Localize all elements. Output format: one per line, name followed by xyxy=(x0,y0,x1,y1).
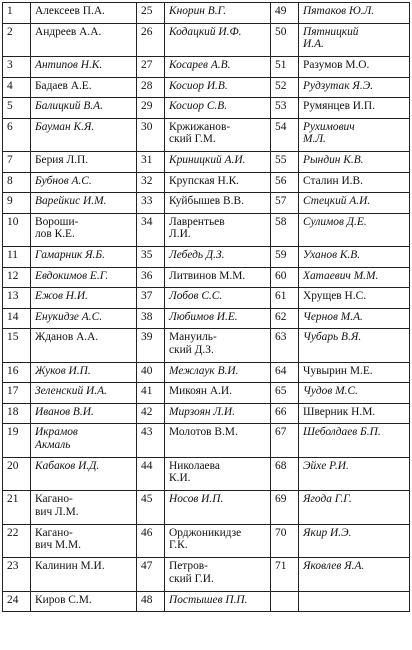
table-row xyxy=(3,288,410,309)
entry-name: Чудов М.С. xyxy=(299,383,410,404)
entry-name: Ягода Г.Г. xyxy=(299,491,410,525)
entry-name: Кагано- вич Л.М. xyxy=(31,491,137,525)
entry-number: 45 xyxy=(137,491,165,525)
entry-name: Кабаков И.Д. xyxy=(31,457,137,491)
entry-name: Чубарь В.Я. xyxy=(299,329,410,363)
entry-number: 14 xyxy=(3,308,31,329)
entry-number: 41 xyxy=(137,383,165,404)
entry-number: 39 xyxy=(137,329,165,363)
table-row xyxy=(3,247,410,268)
table-row xyxy=(3,558,410,592)
table-row xyxy=(3,329,410,363)
table-row xyxy=(3,172,410,193)
entry-name: Молотов В.М. xyxy=(165,424,271,458)
entry-number: 57 xyxy=(271,193,299,214)
entry-name: Криницкий А.И. xyxy=(165,152,271,173)
entry-name: Киров С.М. xyxy=(31,591,137,612)
entry-name: Евдокимов Е.Г. xyxy=(31,267,137,288)
entry-number: 19 xyxy=(3,424,31,458)
entry-number: 9 xyxy=(3,193,31,214)
entry-name: Бауман К.Я. xyxy=(31,118,137,152)
table-row xyxy=(3,57,410,78)
entry-number: 25 xyxy=(137,3,165,24)
entry-name: Зеленский И.А. xyxy=(31,383,137,404)
entry-number: 67 xyxy=(271,424,299,458)
table-row xyxy=(3,457,410,491)
entry-name: Лаврентьев Л.И. xyxy=(165,213,271,247)
table-row xyxy=(3,23,410,57)
entry-name: Уханов К.В. xyxy=(299,247,410,268)
entry-name: Носов И.П. xyxy=(165,491,271,525)
entry-name: Ежов Н.И. xyxy=(31,288,137,309)
entry-name: Яковлев Я.А. xyxy=(299,558,410,592)
table-row xyxy=(3,267,410,288)
entry-name: Антипов Н.К. xyxy=(31,57,137,78)
entry-name: Куйбышев В.В. xyxy=(165,193,271,214)
entry-number: 12 xyxy=(3,267,31,288)
entry-name: Разумов М.О. xyxy=(299,57,410,78)
entry-number: 70 xyxy=(271,524,299,558)
table-row xyxy=(3,118,410,152)
entry-name: Стецкий А.И. xyxy=(299,193,410,214)
table-row xyxy=(3,152,410,173)
entry-number: 59 xyxy=(271,247,299,268)
entry-number: 7 xyxy=(3,152,31,173)
entry-number: 15 xyxy=(3,329,31,363)
entry-number: 32 xyxy=(137,172,165,193)
table-row xyxy=(3,491,410,525)
entry-number: 61 xyxy=(271,288,299,309)
entry-number: 44 xyxy=(137,457,165,491)
entry-number: 23 xyxy=(3,558,31,592)
entry-number: 71 xyxy=(271,558,299,592)
entry-name: Андреев А.А. xyxy=(31,23,137,57)
table-row xyxy=(3,524,410,558)
entry-number: 20 xyxy=(3,457,31,491)
entry-number: 48 xyxy=(137,591,165,612)
table-row xyxy=(3,383,410,404)
entry-number: 68 xyxy=(271,457,299,491)
entry-name: Эйхе Р.И. xyxy=(299,457,410,491)
entry-name: Якир И.Э. xyxy=(299,524,410,558)
entry-number: 5 xyxy=(3,98,31,119)
entry-number: 43 xyxy=(137,424,165,458)
entry-number: 34 xyxy=(137,213,165,247)
entry-name: Сталин И.В. xyxy=(299,172,410,193)
entry-name: Кодацкий И.Ф. xyxy=(165,23,271,57)
members-table xyxy=(2,2,410,612)
entry-number: 28 xyxy=(137,77,165,98)
entry-name: Косиор С.В. xyxy=(165,98,271,119)
table-row xyxy=(3,403,410,424)
entry-name: Варейкис И.М. xyxy=(31,193,137,214)
entry-number: 50 xyxy=(271,23,299,57)
entry-name: Микоян А.И. xyxy=(165,383,271,404)
entry-number: 46 xyxy=(137,524,165,558)
entry-name: Рындин К.В. xyxy=(299,152,410,173)
entry-name: Пятаков Ю.Л. xyxy=(299,3,410,24)
entry-number: 60 xyxy=(271,267,299,288)
entry-number: 63 xyxy=(271,329,299,363)
entry-name: Лебедь Д.З. xyxy=(165,247,271,268)
members-table-body xyxy=(3,3,410,612)
entry-name: Чувырин М.Е. xyxy=(299,362,410,383)
entry-number: 21 xyxy=(3,491,31,525)
entry-name: Балицкий В.А. xyxy=(31,98,137,119)
entry-name: Пятницкий И.А. xyxy=(299,23,410,57)
entry-number: 18 xyxy=(3,403,31,424)
entry-name: Гамарник Я.Б. xyxy=(31,247,137,268)
entry-number: 22 xyxy=(3,524,31,558)
entry-number: 38 xyxy=(137,308,165,329)
entry-name: Рудзутак Я.Э. xyxy=(299,77,410,98)
entry-number: 65 xyxy=(271,383,299,404)
entry-name: Иванов В.И. xyxy=(31,403,137,424)
table-row xyxy=(3,3,410,24)
entry-number: 49 xyxy=(271,3,299,24)
entry-number: 3 xyxy=(3,57,31,78)
entry-name: Лобов С.С. xyxy=(165,288,271,309)
entry-name: Петров- ский Г.И. xyxy=(165,558,271,592)
table-row xyxy=(3,193,410,214)
entry-number: 64 xyxy=(271,362,299,383)
table-row xyxy=(3,362,410,383)
entry-name: Межлаук В.И. xyxy=(165,362,271,383)
entry-name: Чернов М.А. xyxy=(299,308,410,329)
entry-number: 2 xyxy=(3,23,31,57)
entry-name: Орджоникидзе Г.К. xyxy=(165,524,271,558)
entry-name: Жданов А.А. xyxy=(31,329,137,363)
entry-number: 31 xyxy=(137,152,165,173)
entry-number xyxy=(271,591,299,612)
entry-number: 10 xyxy=(3,213,31,247)
table-row xyxy=(3,591,410,612)
entry-number: 69 xyxy=(271,491,299,525)
entry-name: Бубнов А.С. xyxy=(31,172,137,193)
entry-name: Алексеев П.А. xyxy=(31,3,137,24)
entry-number: 11 xyxy=(3,247,31,268)
table-row xyxy=(3,308,410,329)
table-row xyxy=(3,77,410,98)
entry-number: 62 xyxy=(271,308,299,329)
entry-number: 27 xyxy=(137,57,165,78)
entry-name: Хрущев Н.С. xyxy=(299,288,410,309)
entry-number: 53 xyxy=(271,98,299,119)
entry-name: Николаева К.И. xyxy=(165,457,271,491)
entry-name: Любимов И.Е. xyxy=(165,308,271,329)
entry-name: Постышев П.П. xyxy=(165,591,271,612)
entry-name: Литвинов М.М. xyxy=(165,267,271,288)
entry-number: 29 xyxy=(137,98,165,119)
entry-number: 51 xyxy=(271,57,299,78)
entry-number: 33 xyxy=(137,193,165,214)
entry-number: 58 xyxy=(271,213,299,247)
entry-name: Хатаевич М.М. xyxy=(299,267,410,288)
entry-number: 1 xyxy=(3,3,31,24)
entry-number: 42 xyxy=(137,403,165,424)
entry-number: 35 xyxy=(137,247,165,268)
entry-number: 26 xyxy=(137,23,165,57)
entry-name: Енукидзе А.С. xyxy=(31,308,137,329)
entry-name: Косиор И.В. xyxy=(165,77,271,98)
entry-name: Берия Л.П. xyxy=(31,152,137,173)
entry-number: 40 xyxy=(137,362,165,383)
entry-number: 6 xyxy=(3,118,31,152)
entry-number: 8 xyxy=(3,172,31,193)
entry-name: Рухимович М.Л. xyxy=(299,118,410,152)
table-row xyxy=(3,98,410,119)
entry-number: 47 xyxy=(137,558,165,592)
entry-name: Калинин М.И. xyxy=(31,558,137,592)
entry-name: Шеболдаев Б.П. xyxy=(299,424,410,458)
entry-number: 16 xyxy=(3,362,31,383)
entry-number: 52 xyxy=(271,77,299,98)
entry-number: 36 xyxy=(137,267,165,288)
table-row xyxy=(3,424,410,458)
entry-name: Вороши- лов К.Е. xyxy=(31,213,137,247)
entry-name: Сулимов Д.Е. xyxy=(299,213,410,247)
entry-name: Жуков И.П. xyxy=(31,362,137,383)
entry-number: 13 xyxy=(3,288,31,309)
entry-number: 30 xyxy=(137,118,165,152)
entry-name: Мирзоян Л.И. xyxy=(165,403,271,424)
entry-name: Мануиль- ский Д.З. xyxy=(165,329,271,363)
entry-name: Кнорин В.Г. xyxy=(165,3,271,24)
entry-name xyxy=(299,591,410,612)
entry-name: Крупская Н.К. xyxy=(165,172,271,193)
entry-number: 66 xyxy=(271,403,299,424)
entry-number: 56 xyxy=(271,172,299,193)
entry-number: 54 xyxy=(271,118,299,152)
entry-name: Румянцев И.П. xyxy=(299,98,410,119)
entry-number: 17 xyxy=(3,383,31,404)
entry-name: Икрамов Акмаль xyxy=(31,424,137,458)
entry-number: 24 xyxy=(3,591,31,612)
entry-name: Кагано- вич М.М. xyxy=(31,524,137,558)
entry-number: 37 xyxy=(137,288,165,309)
entry-number: 55 xyxy=(271,152,299,173)
entry-name: Косарев А.В. xyxy=(165,57,271,78)
entry-name: Шверник Н.М. xyxy=(299,403,410,424)
entry-name: Бадаев А.Е. xyxy=(31,77,137,98)
entry-name: Кржижанов- ский Г.М. xyxy=(165,118,271,152)
table-row xyxy=(3,213,410,247)
entry-number: 4 xyxy=(3,77,31,98)
